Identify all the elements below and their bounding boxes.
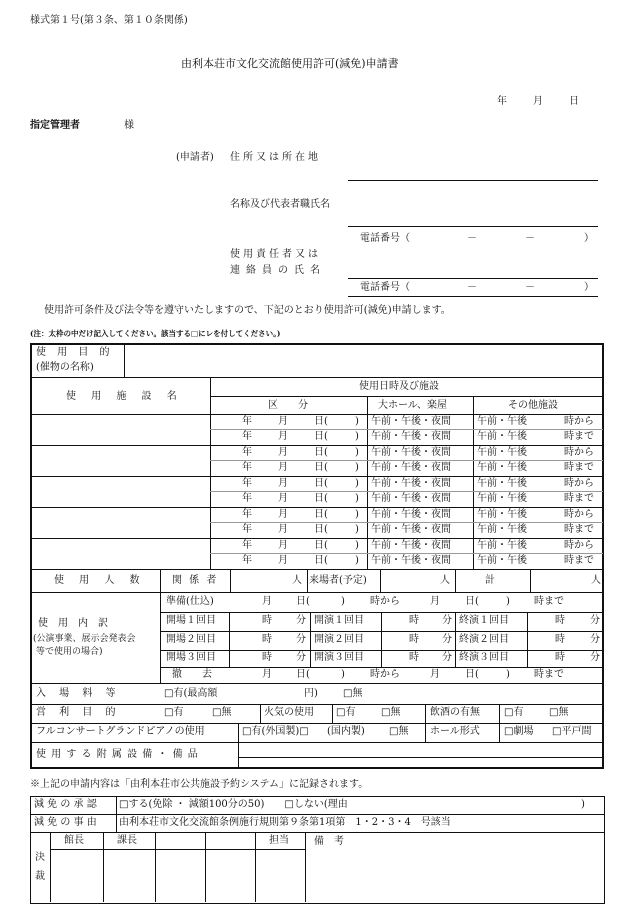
date-row-8-day: 日( xyxy=(314,524,328,535)
date-row-2-month: 月 xyxy=(278,431,288,442)
date-row-10-month: 月 xyxy=(278,555,288,566)
date-row-1-month: 月 xyxy=(278,416,288,427)
date-row-2-other-slots[interactable]: 午前・午後 xyxy=(477,431,527,442)
show-row-3-opening-min: 分 xyxy=(296,652,306,663)
in-charge-label: 担当 xyxy=(269,835,289,846)
date-row-3-other-slots[interactable]: 午前・午後 xyxy=(477,447,527,458)
date-row-8-hour-label: 時まで xyxy=(564,524,594,535)
show-row-3-opening-hour: 時 xyxy=(262,652,272,663)
piano-foreign[interactable]: □有(外国製)□ xyxy=(242,726,309,737)
addressee: 指定管理者 xyxy=(30,120,80,131)
date-row-2-close: ) xyxy=(355,431,359,442)
phone-close-2: ） xyxy=(584,282,594,293)
date-row-3-day: 日( xyxy=(314,447,328,458)
teardown-from: 時から xyxy=(370,669,400,680)
show-row-3-closing-hour: 時 xyxy=(555,652,565,663)
show-row-2-opening: 開場２回目 xyxy=(166,634,216,645)
phone-close-1: ） xyxy=(584,233,594,244)
show-row-2-performance-hour: 時 xyxy=(409,634,419,645)
date-row-9-close: ) xyxy=(355,540,359,551)
show-row-3-closing-min: 分 xyxy=(590,652,600,663)
responsible-line xyxy=(348,278,598,279)
show-row-2-performance: 開演２回目 xyxy=(314,634,364,645)
phone-dash-1a: － xyxy=(467,233,477,244)
address-line xyxy=(348,180,598,181)
show-row-3-performance-hour: 時 xyxy=(409,652,419,663)
phone-dash-2a: － xyxy=(467,282,477,293)
prep-day-1: 日( xyxy=(296,596,310,607)
phone-label-2: 電話番号（ xyxy=(360,282,410,293)
profit-label: 営 利 目 的 xyxy=(36,707,121,718)
date-row-5-day: 日( xyxy=(314,478,328,489)
breakdown-note-1: (公演事業、展示会発表会 xyxy=(33,634,136,644)
name-label: 名称及び代表者職氏名 xyxy=(230,199,330,210)
date-row-9-month: 月 xyxy=(278,540,288,551)
facility-name-label: 使 用 施 設 名 xyxy=(66,391,183,402)
date-row-2-year: 年 xyxy=(242,431,252,442)
date-row-6-close: ) xyxy=(355,493,359,504)
show-row-2-closing-hour: 時 xyxy=(555,634,565,645)
decision-label-2: 裁 xyxy=(35,871,45,882)
date-row-9-hall-slots[interactable]: 午前・午後・夜間 xyxy=(371,540,451,551)
section-chief-label: 課長 xyxy=(117,835,137,846)
date-row-4-hall-slots[interactable]: 午前・午後・夜間 xyxy=(371,462,451,473)
drink-yes[interactable]: □有 xyxy=(504,707,524,718)
prep-close-1: ) xyxy=(341,596,345,607)
responsible-label-1: 使用責任者又は xyxy=(230,249,321,260)
other-label: その他施設 xyxy=(508,400,558,411)
visitors-label: 来場者(予定) xyxy=(309,575,367,586)
date-row-5-hall-slots[interactable]: 午前・午後・夜間 xyxy=(371,478,451,489)
admission-yen: 円) xyxy=(304,688,318,699)
hall-label: 大ホール、楽屋 xyxy=(378,400,447,411)
date-row-5-hour-label: 時から xyxy=(564,478,594,489)
teardown-close-2: ) xyxy=(506,669,510,680)
date-month: 月 xyxy=(533,96,543,107)
date-row-10-other-slots[interactable]: 午前・午後 xyxy=(477,555,527,566)
date-row-5-year: 年 xyxy=(242,478,252,489)
date-row-8-other-slots[interactable]: 午前・午後 xyxy=(477,524,527,535)
fire-yes[interactable]: □有 xyxy=(336,707,356,718)
date-row-8-hall-slots[interactable]: 午前・午後・夜間 xyxy=(371,524,451,535)
purpose-sublabel: (催物の名称) xyxy=(36,362,94,373)
related-label: 関 係 者 xyxy=(172,575,219,586)
datetime-label: 使用日時及び施設 xyxy=(359,381,439,392)
show-row-1-performance: 開演１回目 xyxy=(314,615,364,626)
theater-option[interactable]: □劇場 xyxy=(504,726,534,737)
teardown-month-2: 月 xyxy=(430,669,440,680)
date-row-7-day: 日( xyxy=(314,509,328,520)
related-unit: 人 xyxy=(292,575,302,586)
show-row-1-closing: 終演１回目 xyxy=(459,615,509,626)
date-row-3-close: ) xyxy=(355,447,359,458)
date-row-1-close: ) xyxy=(355,416,359,427)
date-row-7-month: 月 xyxy=(278,509,288,520)
date-row-4-year: 年 xyxy=(242,462,252,473)
profit-no[interactable]: □無 xyxy=(212,707,232,718)
hall-form-label: ホール形式 xyxy=(430,726,480,737)
date-row-6-day: 日( xyxy=(314,493,328,504)
prep-day-2: 日( xyxy=(465,596,479,607)
date-row-1-hall-slots[interactable]: 午前・午後・夜間 xyxy=(371,416,451,427)
show-row-1-opening: 開場１回目 xyxy=(166,615,216,626)
date-row-6-month: 月 xyxy=(278,493,288,504)
show-row-1-closing-min: 分 xyxy=(590,615,600,626)
phone-label-1: 電話番号（ xyxy=(360,233,410,244)
admission-label: 入 場 料 等 xyxy=(36,688,121,699)
show-row-2-opening-min: 分 xyxy=(296,634,306,645)
teardown-until: 時まで xyxy=(534,669,564,680)
date-row-2-hall-slots[interactable]: 午前・午後・夜間 xyxy=(371,431,451,442)
date-row-3-hour-label: 時から xyxy=(564,447,594,458)
date-row-8-year: 年 xyxy=(242,524,252,535)
show-row-2-closing-min: 分 xyxy=(590,634,600,645)
teardown-label: 撤 去 xyxy=(172,669,212,680)
applicant-label: (申請者) xyxy=(176,152,214,163)
date-row-7-other-slots[interactable]: 午前・午後 xyxy=(477,509,527,520)
prep-until: 時まで xyxy=(534,596,564,607)
date-row-6-hall-slots[interactable]: 午前・午後・夜間 xyxy=(371,493,451,504)
date-row-8-month: 月 xyxy=(278,524,288,535)
remarks-label: 備 考 xyxy=(314,836,344,847)
total-unit: 人 xyxy=(591,575,601,586)
date-row-5-close: ) xyxy=(355,478,359,489)
date-row-9-year: 年 xyxy=(242,540,252,551)
form-title: 由利本荘市文化交流館使用許可(減免)申請書 xyxy=(181,57,399,70)
date-row-9-day: 日( xyxy=(314,540,328,551)
exempt-approval-close: ) xyxy=(581,799,585,810)
teardown-close-1: ) xyxy=(341,669,345,680)
phone-dash-2b: － xyxy=(525,282,535,293)
phone-line-2 xyxy=(348,296,598,297)
name-line xyxy=(348,226,598,227)
date-row-6-hour-label: 時まで xyxy=(564,493,594,504)
teardown-day-1: 日( xyxy=(296,669,310,680)
prep-close-2: ) xyxy=(506,596,510,607)
date-row-10-day: 日( xyxy=(314,555,328,566)
show-row-3-performance-min: 分 xyxy=(442,652,452,663)
date-row-7-hour-label: 時から xyxy=(564,509,594,520)
admission-yes[interactable]: □有(最高額 xyxy=(164,688,218,699)
intro-text: 使用許可条件及び法令等を遵守いたしますので、下記のとおり使用許可(減免)申請します。 xyxy=(44,305,451,316)
flat-option[interactable]: □平戸間 xyxy=(552,726,592,737)
drink-no[interactable]: □無 xyxy=(549,707,569,718)
show-row-2-opening-hour: 時 xyxy=(262,634,272,645)
exempt-reason-label: 減 免 の 事 由 xyxy=(34,817,97,828)
piano-label: フルコンサートグランドピアノの使用 xyxy=(36,726,205,737)
show-row-1-opening-hour: 時 xyxy=(262,615,272,626)
visitors-unit: 人 xyxy=(440,575,450,586)
date-row-4-month: 月 xyxy=(278,462,288,473)
date-row-1-day: 日( xyxy=(314,416,328,427)
show-row-3-performance: 開演３回目 xyxy=(314,652,364,663)
note-text: (注：太枠の中だけ記入してください。該当する□にレを付してください。) xyxy=(30,329,281,338)
show-row-1-performance-min: 分 xyxy=(442,615,452,626)
admission-no[interactable]: □無 xyxy=(343,688,363,699)
form-number: 様式第１号(第３条、第１０条関係) xyxy=(30,15,188,26)
show-row-1-closing-hour: 時 xyxy=(555,615,565,626)
profit-yes[interactable]: □有 xyxy=(164,707,184,718)
breakdown-note-2: 等で使用の場合) xyxy=(36,647,103,657)
responsible-label-2: 連絡員の氏名 xyxy=(230,265,326,276)
piano-none[interactable]: □無 xyxy=(389,726,409,737)
teardown-month-1: 月 xyxy=(262,669,272,680)
show-row-3-closing: 終演３回目 xyxy=(459,652,509,663)
date-row-3-month: 月 xyxy=(278,447,288,458)
address-label: 住所又は所在地 xyxy=(230,152,321,163)
exempt-approval-label: 減 免 の 承 認 xyxy=(34,799,97,810)
decision-label-1: 決 xyxy=(35,852,45,863)
addressee-suffix: 様 xyxy=(124,120,134,131)
record-note: ※上記の申請内容は「由利本荘市公共施設予約システム」に記録されます。 xyxy=(30,779,369,790)
date-year: 年 xyxy=(497,96,507,107)
exempt-approval-value[interactable]: □する(免除 ・ 減額100分の50) □しない(理由 xyxy=(119,799,348,810)
date-row-6-year: 年 xyxy=(242,493,252,504)
purpose-label: 使 用 目 的 xyxy=(36,347,114,358)
date-row-1-other-slots[interactable]: 午前・午後 xyxy=(477,416,527,427)
date-row-2-hour-label: 時まで xyxy=(564,431,594,442)
date-row-5-other-slots[interactable]: 午前・午後 xyxy=(477,478,527,489)
date-row-10-year: 年 xyxy=(242,555,252,566)
show-row-2-closing: 終演２回目 xyxy=(459,634,509,645)
date-row-3-hall-slots[interactable]: 午前・午後・夜間 xyxy=(371,447,451,458)
date-row-4-day: 日( xyxy=(314,462,328,473)
date-row-3-year: 年 xyxy=(242,447,252,458)
drink-label: 飲酒の有無 xyxy=(430,707,480,718)
fire-label: 火気の使用 xyxy=(264,707,314,718)
fire-no[interactable]: □無 xyxy=(381,707,401,718)
date-row-5-month: 月 xyxy=(278,478,288,489)
date-row-7-hall-slots[interactable]: 午前・午後・夜間 xyxy=(371,509,451,520)
date-row-9-other-slots[interactable]: 午前・午後 xyxy=(477,540,527,551)
total-label: 計 xyxy=(485,575,495,586)
phone-dash-1b: － xyxy=(525,233,535,244)
division-label: 区 分 xyxy=(268,400,308,411)
date-row-7-year: 年 xyxy=(242,509,252,520)
show-row-1-performance-hour: 時 xyxy=(409,615,419,626)
date-row-4-hour-label: 時まで xyxy=(564,462,594,473)
director-label: 館長 xyxy=(64,835,84,846)
date-row-6-other-slots[interactable]: 午前・午後 xyxy=(477,493,527,504)
prep-month-1: 月 xyxy=(262,596,272,607)
people-label: 使 用 人 数 xyxy=(54,575,146,586)
date-row-10-hall-slots[interactable]: 午前・午後・夜間 xyxy=(371,555,451,566)
date-row-10-close: ) xyxy=(355,555,359,566)
date-day: 日 xyxy=(569,96,579,107)
date-row-4-other-slots[interactable]: 午前・午後 xyxy=(477,462,527,473)
breakdown-label: 使 用 内 訳 xyxy=(38,618,108,629)
prep-label: 準備(仕込) xyxy=(166,596,214,607)
date-row-7-close: ) xyxy=(355,509,359,520)
show-row-3-opening: 開場３回目 xyxy=(166,652,216,663)
show-row-2-performance-min: 分 xyxy=(442,634,452,645)
teardown-day-2: 日( xyxy=(465,669,479,680)
date-row-1-year: 年 xyxy=(242,416,252,427)
prep-from: 時から xyxy=(370,596,400,607)
date-row-9-hour-label: 時から xyxy=(564,540,594,551)
date-row-4-close: ) xyxy=(355,462,359,473)
equipment-label: 使 用 す る 附 属 設 備 ・ 備 品 xyxy=(36,749,199,760)
date-row-1-hour-label: 時から xyxy=(564,416,594,427)
date-row-2-day: 日( xyxy=(314,431,328,442)
date-row-8-close: ) xyxy=(355,524,359,535)
prep-month-2: 月 xyxy=(430,596,440,607)
piano-domestic: (国内製) xyxy=(327,726,365,737)
exempt-reason-value: 由利本荘市文化交流館条例施行規則第９条第1項第 1・2・3・4 号該当 xyxy=(119,817,451,828)
show-row-1-opening-min: 分 xyxy=(296,615,306,626)
date-row-10-hour-label: 時まで xyxy=(564,555,594,566)
